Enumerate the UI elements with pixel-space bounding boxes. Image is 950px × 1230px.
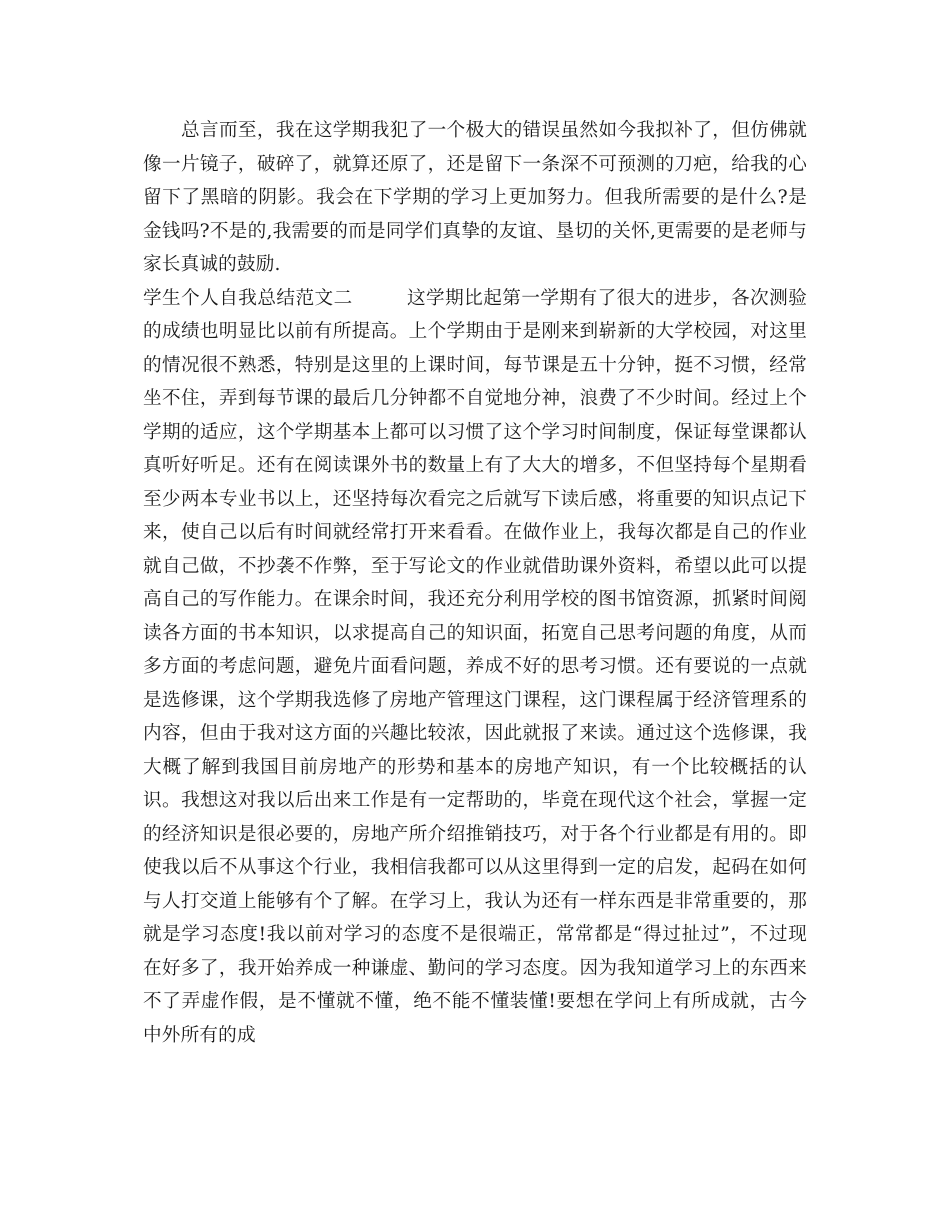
paragraph-summary: 总言而至，我在这学期我犯了一个极大的错误虽然如今我拟补了，但仿佛就像一片镜子，破碎了，就算还原了，还是留下一条深不可预测的刀疤，给我的心留下了黑暗的阴影。我会在下学期的学习上更加努力。但我所需要的是什么?是金钱吗?不是的,我需要的而是同学们真挚的友谊、垦切的关怀,更需要的是老师与家长真诚的鼓励. bbox=[143, 120, 807, 275]
paragraph-section-two bbox=[143, 282, 807, 1053]
document-body bbox=[143, 114, 807, 1052]
section-two-body: 这学期比起第一学期有了很大的进步，各次测验的成绩也明显比以前有所提高。上个学期由于是刚来到崭新的大学校园，对这里的情况很不熟悉，特别是这里的上课时间，每节课是五十分钟，挺不习惯，经常坐不住，弄到每节课的最后几分钟都不自觉地分神，浪费了不少时间。经过上个学期的适应，这个学期基本上都可以习惯了这个学习时间制度，保证每堂课都认真听好听足。还有在阅读课外书的数量上有了大大的增多，不但坚持每个星期看至少两本专业书以上，还坚持每次看完之后就写下读后感，将重要的知识点记下来，使自己以后有时间就经常打开来看看。在做作业上，我每次都是自己的作业就自己做，不抄袭不作弊，至于写论文的作业就借助课外资料，希望以此可以提高自己的写作能力。在课余时间，我还充分利用学校的图书馆资源，抓紧时间阅读各方面的书本知识，以求提高自己的知识面，拓宽自己思考问题的角度，从而多方面的考虑问题，避免片面看问题，养成不好的思考习惯。还有要说的一点就是选修课，这个学期我选修了房地产管理这门课程，这门课程属于经济管理系的内容，但由于我对这方面的兴趣比较浓，因此就报了来读。通过这个选修课，我大概了解到我国目前房地产的形势和基本的房地产知识，有一个比较概括的认识。我想这对我以后出来工作是有一定帮助的，毕竟在现代这个社会，掌握一定的经济知识是很必要的，房地产所介绍推销技巧，对于各个行业都是有用的。即使我以后不从事这个行业，我相信我都可以从这里得到一定的启发，起码在如何与人打交道上能够有个了解。在学习上，我认为还有一样东西是非常重要的，那就是学习态度!我以前对学习的态度不是很端正，常常都是“得过扯过”，不过现在好多了，我开始养成一种谦虚、勤问的学习态度。因为我知道学习上的东西来不了弄虚作假，是不懂就不懂，绝不能不懂装懂!要想在学问上有所成就，古今中外所有的成 bbox=[143, 287, 807, 1046]
section-two-title: 学生个人自我总结范文二 bbox=[143, 287, 353, 309]
